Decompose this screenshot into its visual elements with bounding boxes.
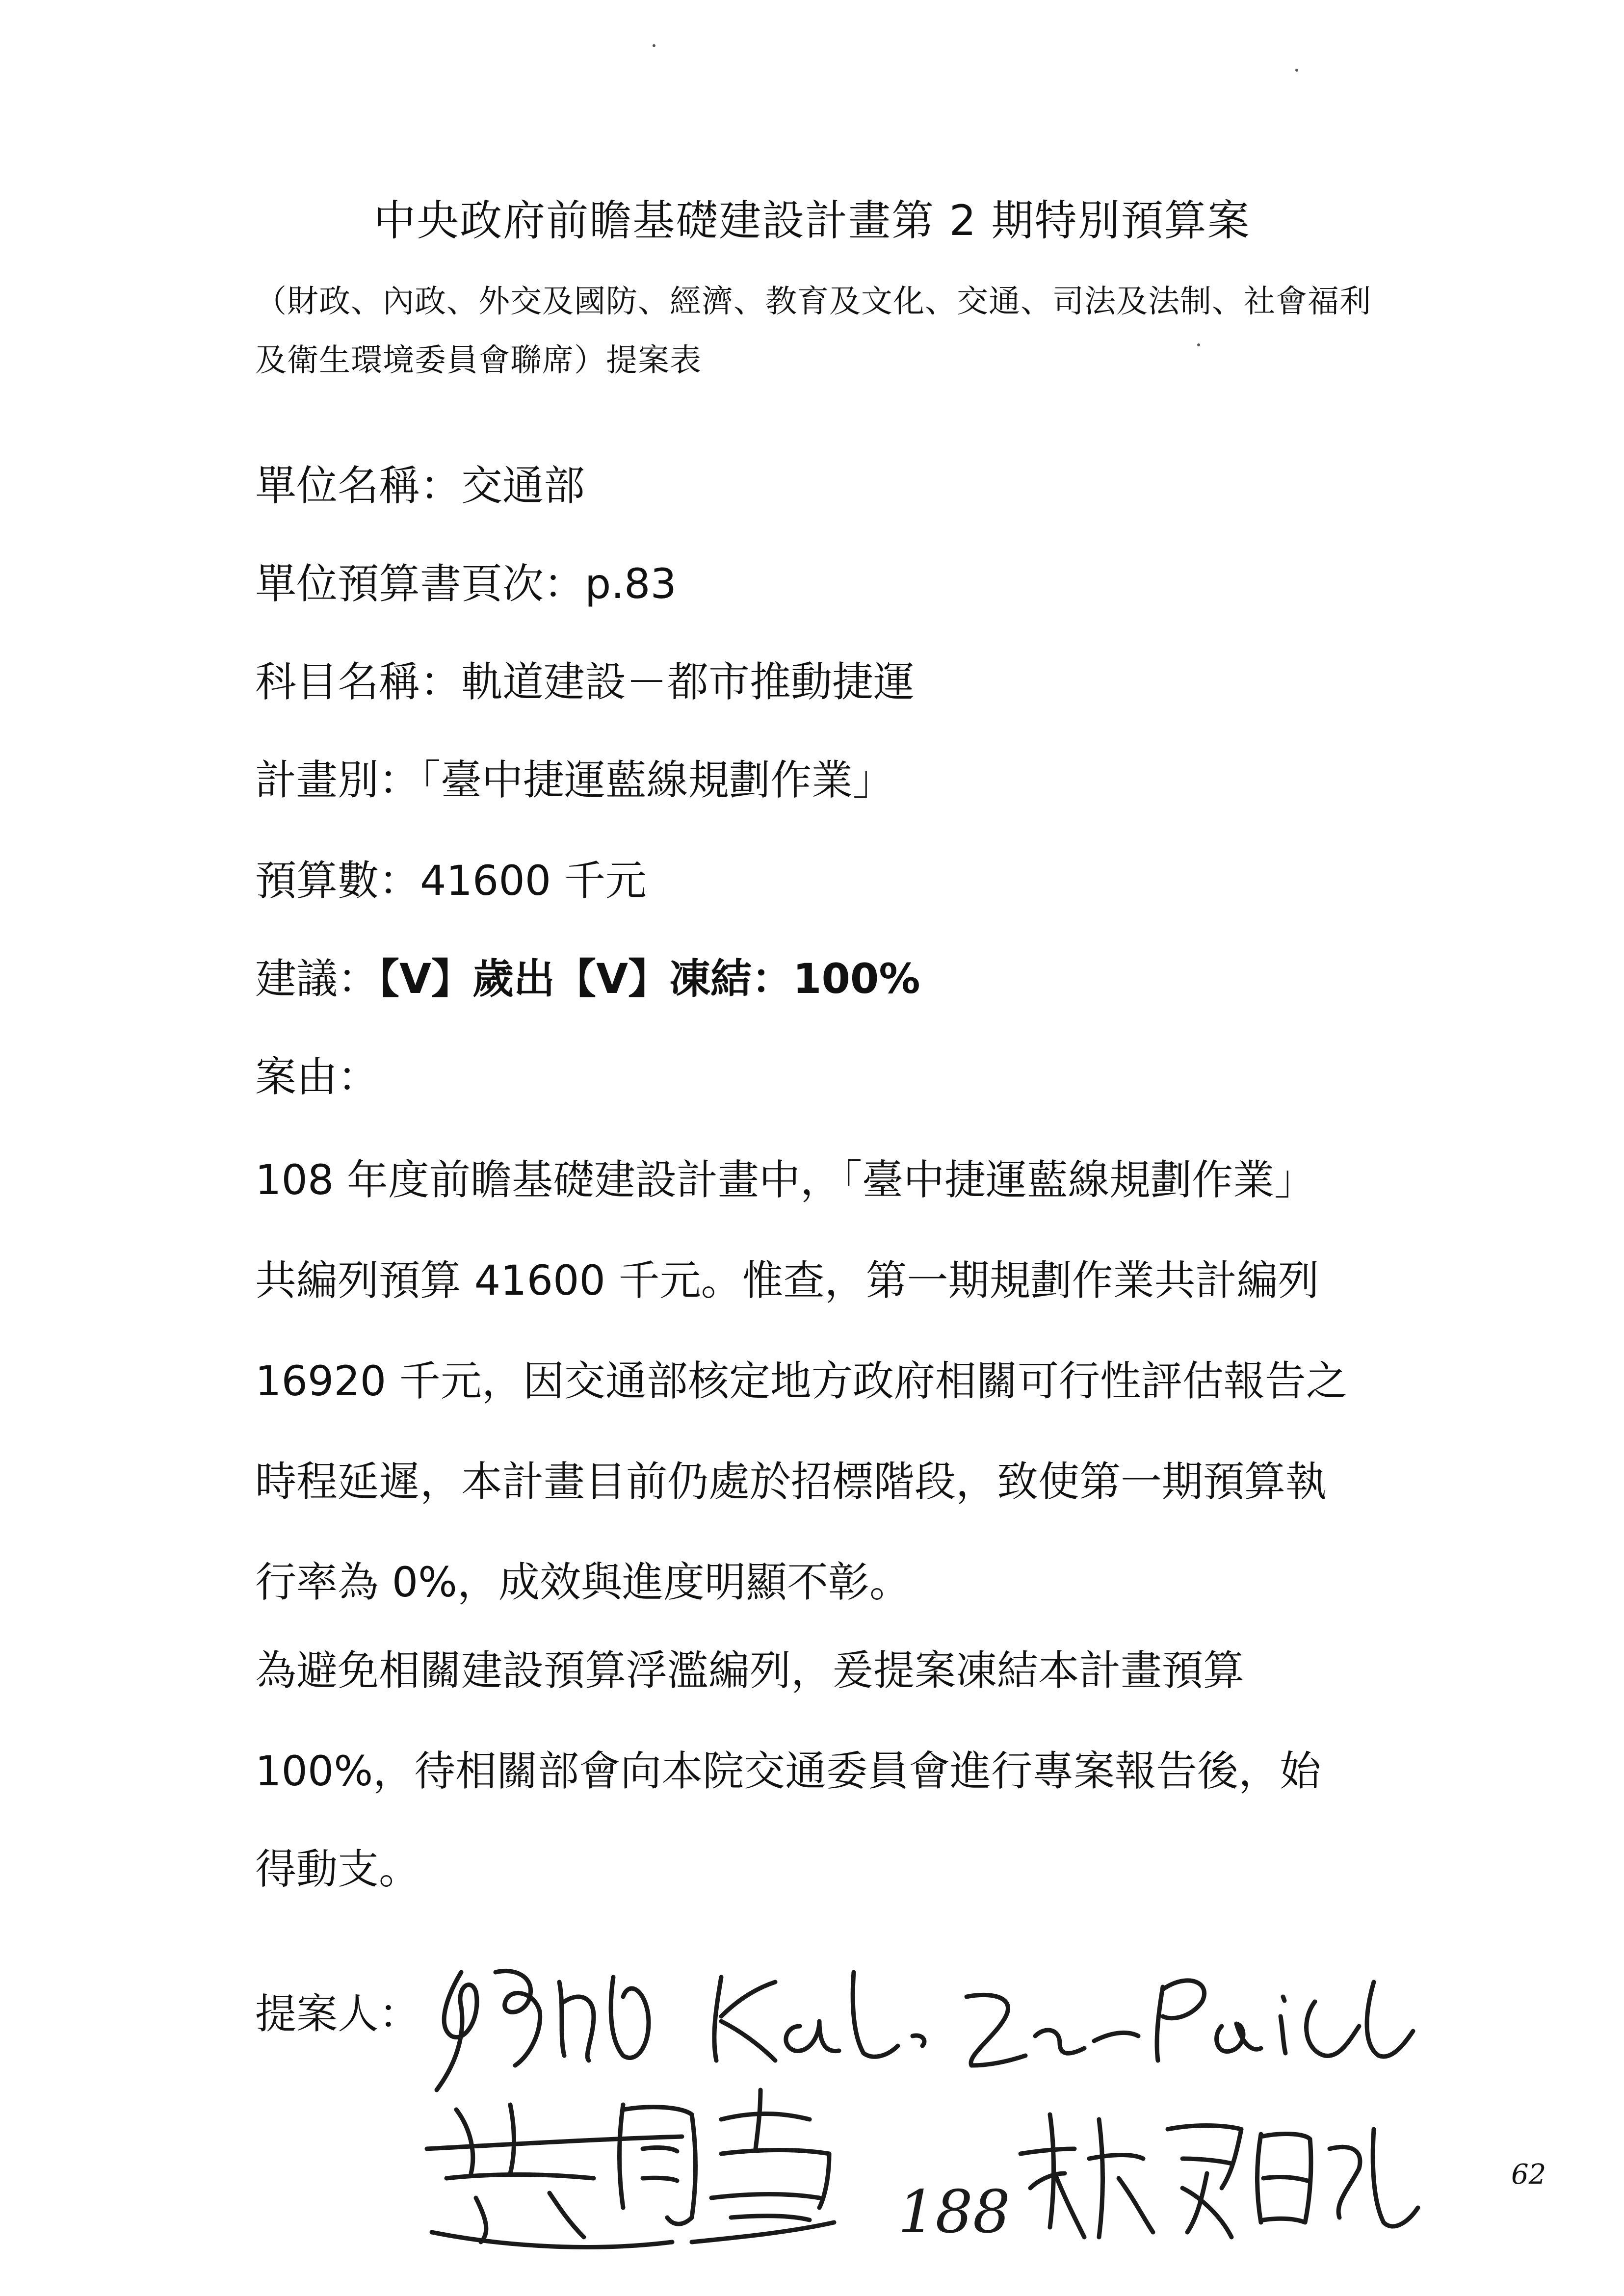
subject-name-field: 科目名稱：軌道建設－都市推動捷運	[255, 658, 915, 706]
document-title: 中央政府前瞻基礎建設計畫第 2 期特別預算案	[373, 196, 1251, 245]
suggestion-value: 【V】歲出【V】凍結：100%	[379, 955, 920, 1003]
reason-line: 16920 千元，因交通部核定地方政府相關可行性評估報告之	[255, 1357, 1347, 1405]
document-subtitle-line-1: （財政、內政、外交及國防、經濟、教育及文化、交通、司法及法制、社會福利	[255, 284, 1371, 320]
document-subtitle-line-2: 及衛生環境委員會聯席）提案表	[255, 342, 702, 379]
reason-line: 時程延遲，本計畫目前仍處於招標階段，致使第一期預算執	[255, 1458, 1327, 1506]
scan-speck	[1197, 343, 1200, 346]
suggestion-field	[255, 952, 920, 1006]
proposer-label: 提案人：	[255, 1990, 420, 2038]
reason-line: 行率為 0%，成效與進度明顯不彰。	[255, 1558, 911, 1606]
suggestion-label: 建議：	[255, 955, 379, 1003]
handwritten-number: 188	[898, 2178, 1011, 2246]
reason-line: 100%，待相關部會向本院交通委員會進行專案報告後，始	[255, 1747, 1321, 1795]
unit-name-field: 單位名稱：交通部	[255, 462, 585, 510]
budget-page-field: 單位預算書頁次：p.83	[255, 560, 677, 608]
reason-label: 案由：	[255, 1053, 379, 1101]
scan-speck	[653, 44, 655, 47]
reason-line: 為避免相關建設預算浮濫編列，爰提案凍結本計畫預算	[255, 1646, 1245, 1695]
scan-speck	[1295, 69, 1298, 72]
handwritten-signatures	[417, 1943, 1595, 2262]
plan-field: 計畫別：「臺中捷運藍線規劃作業」	[255, 756, 894, 804]
reason-line: 共編列預算 41600 千元。惟查，第一期規劃作業共計編列	[255, 1256, 1319, 1305]
reason-line: 得動支。	[255, 1845, 420, 1893]
page-mark: 62	[1511, 2159, 1546, 2191]
budget-amount-field: 預算數：41600 千元	[255, 857, 647, 905]
reason-line: 108 年度前瞻基礎建設計畫中，「臺中捷運藍線規劃作業」	[255, 1156, 1316, 1204]
